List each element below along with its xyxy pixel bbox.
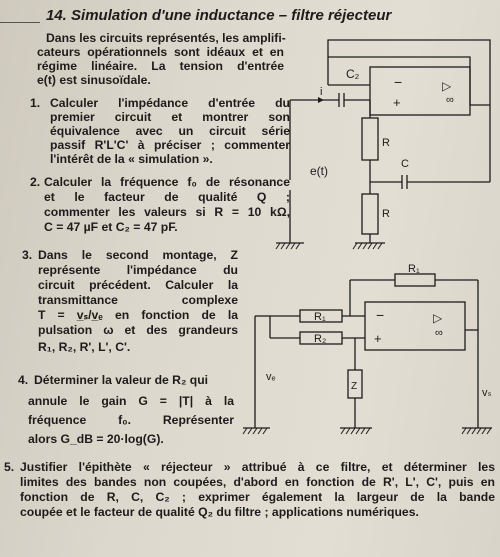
q1-line-5: l'intérêt de la « simulation ». bbox=[50, 152, 213, 166]
q3-line-4: transmittance complexe bbox=[38, 293, 238, 307]
q1-number: 1. bbox=[30, 96, 41, 110]
q4-line-1: Déterminer la valeur de R₂ qui bbox=[34, 373, 209, 387]
q5-line-2: limites des bandes non coupées, d'abord en fonction de R', L', C', puis en bbox=[20, 475, 495, 489]
q4-line-3: fréquence f₀. Représenter bbox=[28, 413, 234, 427]
q5-number: 5. bbox=[4, 460, 15, 474]
opamp-1-inf: ∞ bbox=[446, 94, 454, 106]
q3-number: 3. bbox=[22, 248, 33, 262]
q4-line-4: alors G_dB = 20·log(G). bbox=[28, 432, 164, 446]
label-e: e(t) bbox=[310, 164, 328, 178]
q5-line-4: coupée et le facteur de qualité Q₂ du filtre ; applications numériques. bbox=[20, 505, 419, 519]
label-vs: vₛ bbox=[482, 387, 492, 399]
opamp-2-inf: ∞ bbox=[435, 327, 443, 339]
q3-line-2: représente l'impédance du bbox=[38, 263, 238, 277]
q2-line-2: et le facteur de qualité Q ; bbox=[44, 190, 290, 204]
label-r1: R₁ bbox=[314, 311, 326, 323]
intro-line-3: régime linéaire. La tension d'entrée bbox=[37, 59, 284, 73]
q2-number: 2. bbox=[30, 175, 41, 189]
q4-line-2: annule le gain G = |T| à la bbox=[28, 394, 234, 408]
label-r-bottom: R bbox=[382, 208, 390, 220]
resistor-r1-feedback bbox=[395, 274, 435, 286]
opamp-1-amp-icon: ▷ bbox=[442, 79, 452, 93]
q2-line-4: C = 47 µF et C₂ = 47 pF. bbox=[44, 220, 178, 234]
label-r-top: R bbox=[382, 137, 390, 149]
label-r1-feedback: R₁ bbox=[408, 263, 420, 275]
q3-line-1: Dans le second montage, Z bbox=[38, 248, 238, 262]
label-z: Z bbox=[351, 381, 358, 392]
label-c: C bbox=[401, 158, 409, 170]
q1-line-2: premier circuit et montrer son bbox=[50, 110, 290, 124]
label-r2: R₂ bbox=[314, 333, 327, 345]
intro-line-1: Dans les circuits représentés, les amplifi- bbox=[46, 31, 286, 45]
q1-line-3: équivalence avec un circuit série bbox=[50, 124, 290, 138]
q1-line-1: Calculer l'impédance d'entrée du bbox=[50, 96, 290, 110]
q2-line-3: commenter les valeurs si R = 10 kΩ, bbox=[44, 205, 290, 219]
exercise-title: 14. Simulation d'une inductance – filtre réjecteur bbox=[46, 7, 392, 24]
intro-line-2: cateurs opérationnels sont idéaux et en bbox=[37, 45, 284, 59]
label-ve: vₑ bbox=[266, 371, 276, 383]
opamp-2-plus: + bbox=[374, 331, 382, 346]
label-c2: C₂ bbox=[346, 67, 360, 81]
q2-line-1: Calculer la fréquence f₀ de résonance bbox=[44, 175, 290, 189]
intro-line-4: e(t) est sinusoïdale. bbox=[37, 73, 151, 87]
label-current: i bbox=[320, 86, 323, 98]
q3-line-5: T = v̲ₛ/v̲ₑ en fonction de la bbox=[38, 308, 238, 322]
opamp-1-minus: − bbox=[394, 74, 403, 90]
q5-line-3: fonction de R, C, C₂ ; exprimer également la largeur de la bande bbox=[20, 490, 495, 504]
opamp-2-minus: − bbox=[376, 307, 385, 323]
q5-line-1: Justifier l'épithète « réjecteur » attribué à ce filtre, et déterminer les bbox=[20, 460, 495, 474]
q1-line-4: passif R'L'C' à préciser ; commenter bbox=[50, 138, 290, 152]
q4-number: 4. bbox=[18, 373, 29, 387]
q3-line-7: R₁, R₂, R', L', C'. bbox=[38, 340, 131, 354]
q3-line-3: circuit précédent. Calculer la bbox=[38, 278, 238, 292]
opamp-1-plus: + bbox=[393, 95, 401, 110]
q3-line-6: pulsation ω et des grandeurs bbox=[38, 323, 238, 337]
opamp-2-amp-icon: ▷ bbox=[433, 311, 443, 325]
